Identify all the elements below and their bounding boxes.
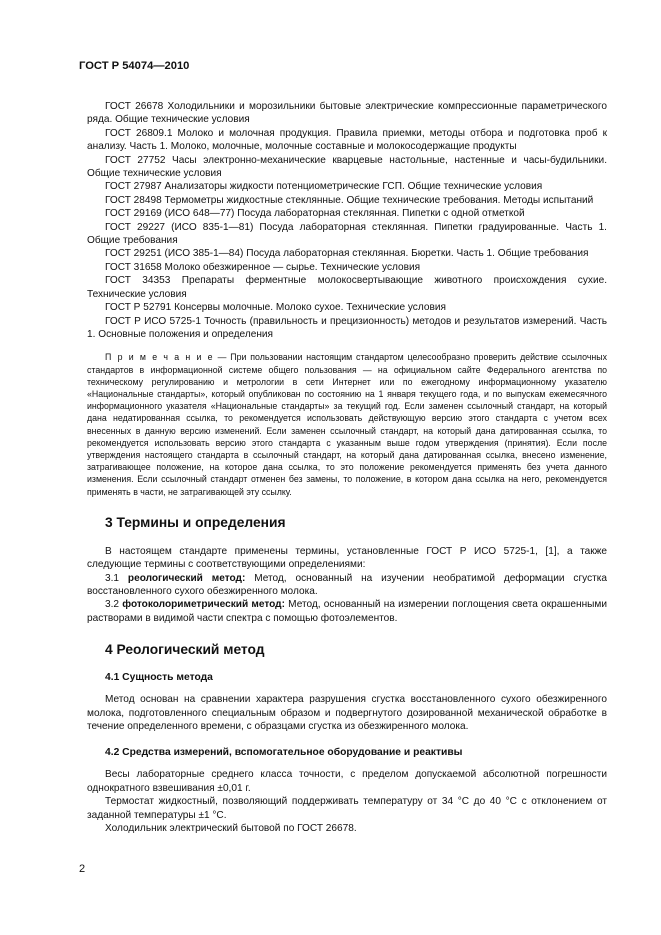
page-number: 2 [79, 863, 86, 875]
equipment-item: Холодильник электрический бытовой по ГОСТ 26678. [105, 823, 357, 835]
reference-item: ГОСТ 27987 Анализаторы жидкости потенциометрические ГСП. Общие технические условия [105, 181, 543, 193]
reference-item: ГОСТ 26809.1 Молоко и молочная продукция. Правила приемки, методы отбора и подготовка проб к анализу. Часть 1. Молоко, молочные, молочные составные и молокосодержащие продукты [87, 127, 607, 153]
reference-item: ГОСТ 29169 (ИСО 648—77) Посуда лабораторная стеклянная. Пипетки с одной отметкой [105, 208, 525, 220]
reference-item: ГОСТ Р ИСО 5725-1 Точность (правильность и прецизионность) методов и результатов измерений. Часть 1. Основные положения и определения [87, 315, 607, 340]
note-paragraph [87, 351, 607, 497]
term-name: фотоколориметрический метод: [122, 599, 285, 611]
term-3-1 [87, 572, 607, 599]
document-header: ГОСТ Р 54074—2010 [79, 60, 190, 72]
equipment-item: Весы лабораторные среднего класса точности, с пределом допускаемой абсолютной погрешности однократного взвешивания ±0,01 г. [87, 769, 607, 794]
section-4-title: 4 Реологический метод [105, 642, 265, 658]
reference-item: ГОСТ 28498 Термометры жидкостные стеклянные. Общие технические требования. Методы испытаний [105, 194, 594, 206]
reference-item: ГОСТ 27752 Часы электронно-механические кварцевые настольные, настенные и часы-будильники. Общие технические условия [87, 154, 607, 180]
equipment-item: Термостат жидкостный, позволяющий поддерживать температуру от 34 °С до 40 °С с отклонением от заданной температуры ±1 °С. [87, 796, 607, 821]
reference-item: ГОСТ 29251 (ИСО 385-1—84) Посуда лабораторная стеклянная. Бюретки. Часть 1. Общие требования [105, 248, 589, 260]
references-list [87, 100, 607, 341]
reference-item: ГОСТ Р 52791 Консервы молочные. Молоко сухое. Технические условия [105, 302, 446, 314]
term-3-2 [87, 598, 607, 625]
subsection-4-1-title: 4.1 Сущность метода [105, 672, 213, 684]
reference-item: ГОСТ 31658 Молоко обезжиренное — сырье. Технические условия [105, 261, 421, 273]
term-number: 3.2 [105, 599, 123, 611]
term-name: реологический метод: [127, 572, 246, 584]
section-3-intro: В настоящем стандарте применены термины, установленные ГОСТ Р ИСО 5725-1, [1], а также следующие термины с соответствующими определениями: [87, 545, 607, 571]
page-content [87, 100, 607, 835]
reference-item: ГОСТ 34353 Препараты ферментные молокосвертывающие животного происхождения сухие. Технические условия [87, 275, 607, 300]
subsection-4-2-title: 4.2 Средства измерений, вспомогательное оборудование и реактивы [105, 747, 463, 759]
note-text: — При пользовании настоящим стандартом целесообразно проверить действие ссылочных стандартов в информационной системе общего пользования — на официальном сайте Федерального агентства по техническому регулированию и метрологии в сети Интернет или по ежегодному информационному указателю «Национальные стандарты», который опубликован по состоянию на 1 января текущего года, и по выпускам ежемесячного информационного указателя «Национальные стандарты» за текущий год. Если заменен ссылочный стандарт, на который дана недатированная ссылка, то рекомендуется использовать действующую версию этого стандарта с учетом всех внесенных в данную версию изменений. Если заменен ссылочный стандарт, на который дана датированная ссылка, то рекомендуется использовать версию этого стандарта с указанным выше годом утверждения (принятия). Если после утверждения настоящего стандарта в ссылочный стандарт, на который дана датированная ссылка, внесено изменение, затрагивающее положение, на которое дана ссылка, то это положение рекомендуется применять без учета данного изменения. Если ссылочный стандарт отменен без замены, то положение, в котором дана ссылка на него, рекомендуется применять в части, не затрагивающей эту ссылку. [87, 352, 607, 497]
section-3-title: 3 Термины и определения [105, 514, 286, 530]
reference-item: ГОСТ 26678 Холодильники и морозильники бытовые электрические компрессионные параметрического ряда. Общие технические условия [87, 101, 607, 126]
term-definition: Метод, основанный на измерении поглощения света окрашенными растворами в видимой части спектра с помощью фотоэлементов. [87, 599, 607, 624]
reference-item: ГОСТ 29227 (ИСО 835-1—81) Посуда лабораторная стеклянная. Пипетки градуированные. Часть 1. Общие требования [87, 221, 607, 247]
note-label: П р и м е ч а н и е [105, 352, 214, 363]
term-number: 3.1 [105, 572, 128, 584]
subsection-4-1-text: Метод основан на сравнении характера разрушения сгустка восстановленного сухого обезжиренного молока, подготовленного специальным образом и подвергнутого дозированной механической обработке в течение определенного времени, с образцами сгустка из обезжиренного молока. [87, 694, 607, 732]
term-definition: Метод, основанный на изучении необратимой деформации сгустка восстановленного сухого обезжиренного молока. [87, 572, 607, 597]
